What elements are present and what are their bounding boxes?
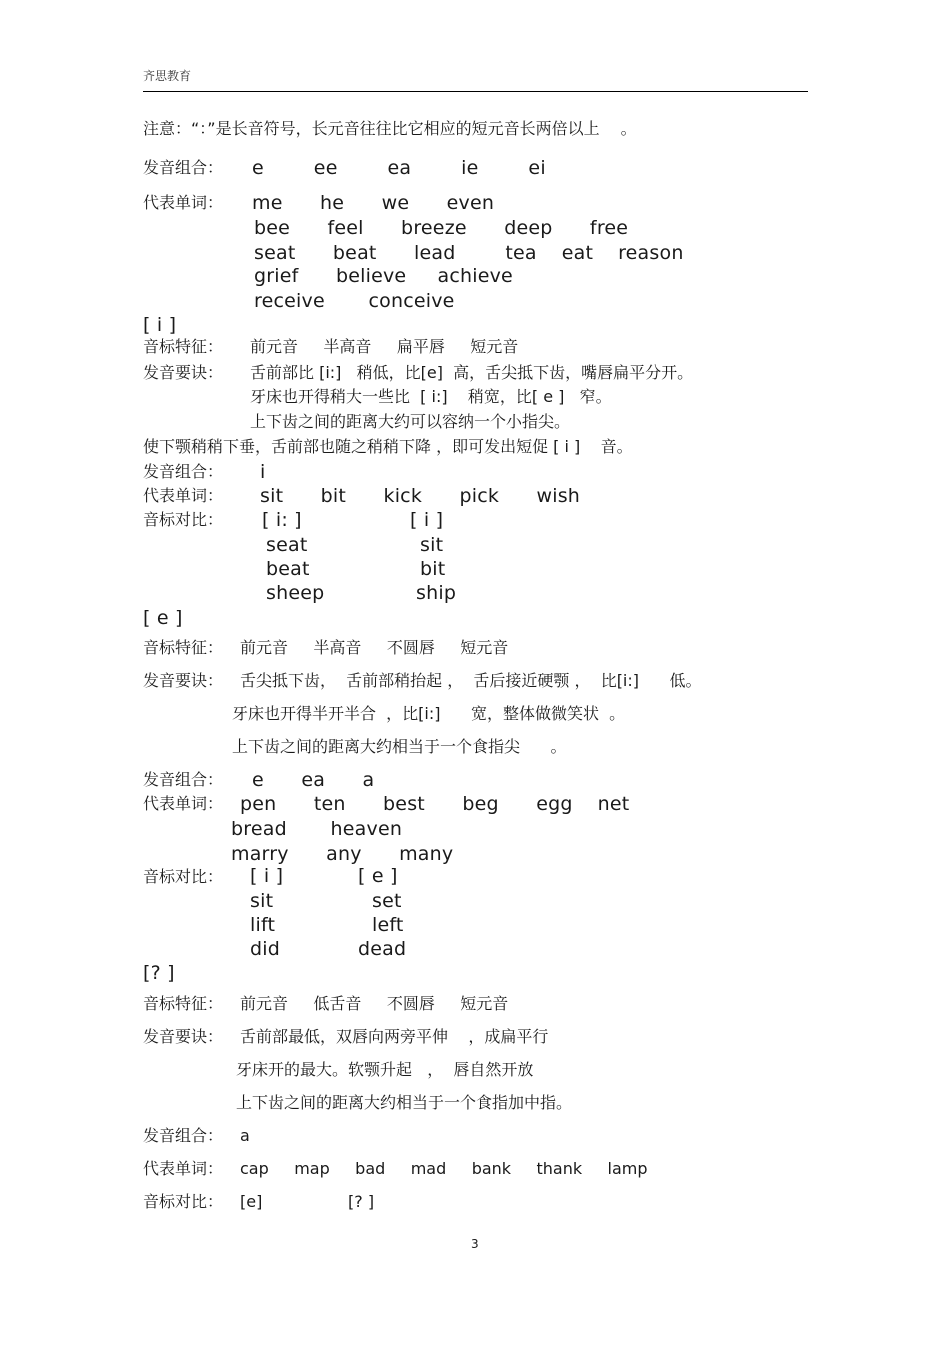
english-line: sheep	[266, 582, 325, 604]
text-line: 发音组合：	[143, 770, 224, 789]
english-line: pen ten best beg egg net	[240, 793, 630, 815]
text-line: 舌尖抵下齿， 舌前部稍抬起 ， 舌后接近硬颚 ， 比[i:] 低。	[240, 671, 702, 690]
english-line: [e]	[240, 1192, 263, 1211]
text-line: 前元音 半高音 扁平唇 短元音	[250, 337, 519, 356]
text-line: 音标对比：	[143, 510, 224, 529]
text-line: 牙床也开得半开半合 ，比[i:] 宽，整体做微笑状 。	[232, 704, 626, 723]
text-line: 注意：“：”是长音符号，长元音往往比它相应的短元音长两倍以上 。	[143, 119, 637, 138]
text-line: 发音要诀：	[143, 1027, 224, 1046]
text-line: 使下颚稍稍下垂，舌前部也随之稍稍下降 ，即可发出短促 [ i ] 音。	[143, 437, 633, 456]
text-line: 发音要诀：	[143, 671, 224, 690]
text-line: 音标特征：	[143, 638, 224, 657]
page-number: 3	[471, 1237, 479, 1251]
english-line: [ e ]	[358, 865, 398, 887]
text-line: 前元音 低舌音 不圆唇 短元音	[240, 994, 509, 1013]
english-line: lift	[250, 914, 276, 936]
english-line: [ e ]	[143, 607, 183, 629]
text-line: 牙床开的最大。软颚升起 ， 唇自然开放	[236, 1060, 534, 1079]
text-line: 音标对比：	[143, 1192, 224, 1211]
english-line: bit	[420, 558, 446, 580]
english-line: sit	[250, 890, 274, 912]
header-rule	[143, 91, 808, 92]
english-line: seat beat lead tea eat reason	[254, 242, 684, 264]
english-line: grief believe achieve	[254, 265, 513, 287]
english-line: did	[250, 938, 280, 960]
english-line: ship	[416, 582, 457, 604]
english-line: sit	[420, 534, 444, 556]
text-line: 发音要诀：	[143, 363, 224, 382]
text-line: 舌前部比 [i:] 稍低，比[e] 高，舌尖抵下齿，嘴唇扁平分开。	[250, 363, 694, 382]
english-line: left	[372, 914, 404, 936]
english-line: [ i ]	[143, 314, 177, 336]
english-line: e ea a	[252, 769, 375, 791]
english-line: e ee ea ie ei	[252, 157, 546, 179]
english-line: sit bit kick pick wish	[260, 485, 581, 507]
english-line: i	[260, 461, 266, 483]
english-line: [? ]	[348, 1192, 375, 1211]
english-line: set	[372, 890, 402, 912]
english-line: me he we even	[252, 192, 495, 214]
english-line: cap map bad mad bank thank lamp	[240, 1159, 648, 1178]
english-line: bread heaven	[231, 818, 403, 840]
text-line: 发音组合：	[143, 158, 224, 177]
text-line: 代表单词：	[143, 1159, 224, 1178]
english-line: [ i: ]	[262, 509, 302, 531]
english-line: beat	[266, 558, 310, 580]
text-line: 发音组合：	[143, 462, 224, 481]
english-line: seat	[266, 534, 308, 556]
english-line: [ i ]	[250, 865, 284, 887]
text-line: 音标对比：	[143, 867, 224, 886]
text-line: 代表单词：	[143, 486, 224, 505]
english-line: [? ]	[143, 962, 175, 984]
header-title: 齐思教育	[143, 69, 192, 83]
text-line: 前元音 半高音 不圆唇 短元音	[240, 638, 509, 657]
english-line: receive conceive	[254, 290, 455, 312]
text-line: 牙床也开得稍大一些比 [ i:] 稍宽，比[ e ] 窄。	[250, 387, 612, 406]
text-line: 上下齿之间的距离大约相当于一个食指尖 。	[232, 737, 567, 756]
text-line: 音标特征：	[143, 994, 224, 1013]
text-line: 代表单词：	[143, 794, 224, 813]
english-line: [ i ]	[410, 509, 444, 531]
text-line: 上下齿之间的距离大约相当于一个食指加中指。	[236, 1093, 573, 1112]
text-line: 音标特征：	[143, 337, 224, 356]
english-line: marry any many	[231, 843, 454, 865]
text-line: 上下齿之间的距离大约可以容纳一个小指尖。	[250, 412, 571, 431]
english-line: a	[240, 1126, 250, 1145]
text-line: 代表单词：	[143, 193, 224, 212]
english-line: bee feel breeze deep free	[254, 217, 629, 239]
english-line: dead	[358, 938, 407, 960]
text-line: 舌前部最低，双唇向两旁平伸 ，成扁平行	[240, 1027, 549, 1046]
text-line: 发音组合：	[143, 1126, 224, 1145]
